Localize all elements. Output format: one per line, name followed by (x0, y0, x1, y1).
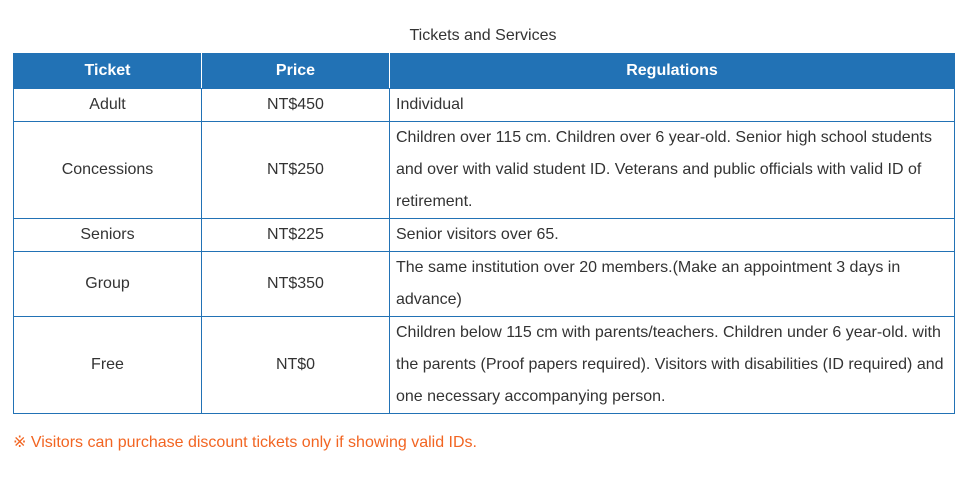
ticket-cell: Adult (14, 89, 202, 122)
ticket-cell: Free (14, 317, 202, 414)
ticket-cell: Group (14, 252, 202, 317)
regulations-cell: Children below 115 cm with parents/teachers. Children under 6 year-old. with the parents (Proof papers required). Visitors with disabilities (ID required) and one necessary accompanying person. (390, 317, 955, 414)
tickets-table (13, 53, 955, 414)
regulations-cell: The same institution over 20 members.(Make an appointment 3 days in advance) (390, 252, 955, 317)
table-caption: Tickets and Services (409, 27, 557, 44)
table-header-row (14, 54, 955, 89)
price-cell: NT$0 (202, 317, 390, 414)
table-row (14, 122, 955, 219)
price-cell: NT$250 (202, 122, 390, 219)
table-row (14, 317, 955, 414)
table-row (14, 89, 955, 122)
price-cell: NT$350 (202, 252, 390, 317)
ticket-cell: Concessions (14, 122, 202, 219)
price-cell: NT$450 (202, 89, 390, 122)
ticket-cell: Seniors (14, 219, 202, 252)
column-header-price: Price (202, 54, 390, 89)
price-cell: NT$225 (202, 219, 390, 252)
table-row (14, 252, 955, 317)
discount-note: ※ Visitors can purchase discount tickets only if showing valid IDs. (13, 434, 477, 451)
table-row (14, 219, 955, 252)
column-header-ticket: Ticket (14, 54, 202, 89)
column-header-regulations: Regulations (390, 54, 955, 89)
regulations-cell: Senior visitors over 65. (390, 219, 955, 252)
regulations-cell: Children over 115 cm. Children over 6 year-old. Senior high school students and over with valid student ID. Veterans and public officials with valid ID of retirement. (390, 122, 955, 219)
regulations-cell: Individual (390, 89, 955, 122)
